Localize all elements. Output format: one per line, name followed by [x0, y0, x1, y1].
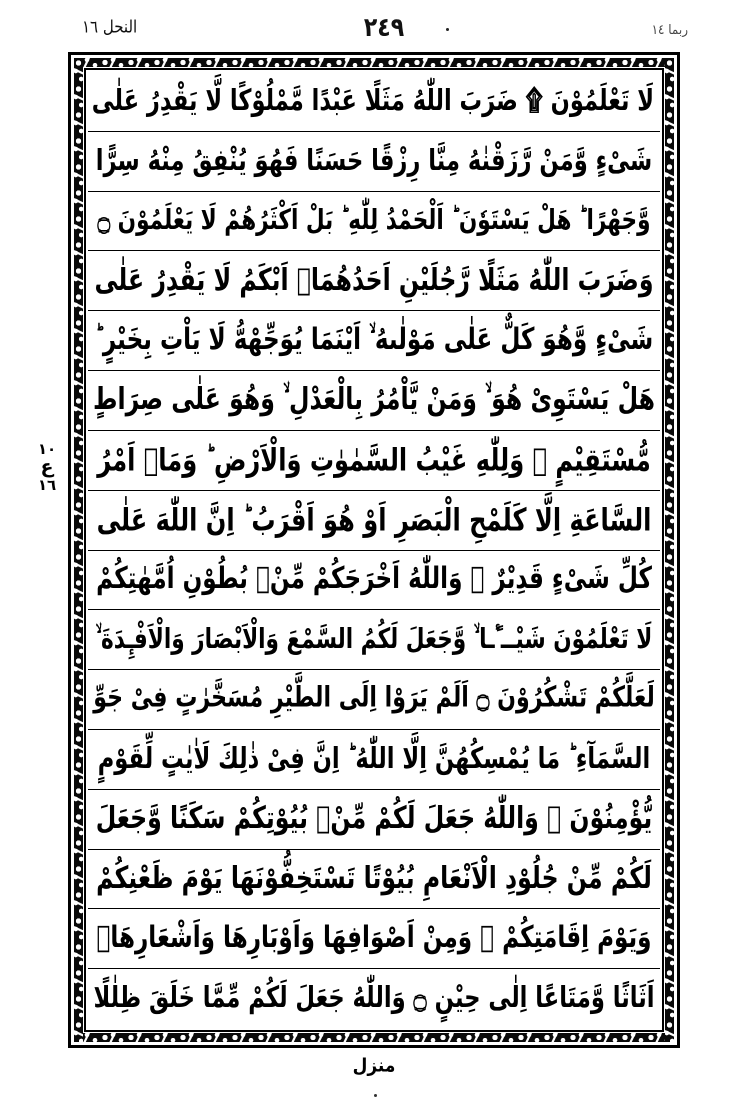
quran-line — [88, 192, 660, 252]
juz-label: ربما ١٤ — [651, 21, 688, 38]
quran-line-text: شَىْءٍ وَّهُوَ كَلٌّ عَلٰى مَوْلٰىهُ ۙ اَيْنَمَا يُوَجِّهْهُّ لَا يَاْتِ بِخَيْرٍ ؕ — [94, 322, 654, 357]
quran-line-text: لَا تَعْلَمُوْنَ شَيْــٴًـا ۙ وَّجَعَلَ لَكُمُ السَّمْعَ وَالْاَبْصَارَ وَالْاَفْـِٕدَةَ ۙ — [95, 622, 653, 656]
quran-line — [88, 909, 660, 969]
quran-line — [88, 431, 660, 491]
quran-line — [88, 551, 660, 611]
quran-line — [88, 132, 660, 192]
surah-label: النحل ١٦ — [82, 16, 138, 38]
footer-speck — [374, 1094, 377, 1097]
page-footer — [0, 1056, 748, 1076]
quran-line — [88, 850, 660, 910]
quran-line-text: السَّاعَةِ اِلَّا كَلَمْحِ الْبَصَرِ اَوْ هُوَ اَقْرَبُ ؕ اِنَّ اللّٰهَ عَلٰى — [96, 501, 652, 538]
manzil-label: منزل — [352, 1055, 396, 1077]
quran-line-text: لَا تَعْلَمُوْنَ ۩ ضَرَبَ اللّٰهُ مَثَلًا عَبْدًا مَّمْلُوْكًا لَّا يَقْدِرُ عَلٰى — [91, 83, 654, 118]
frame-ornament-bottom — [74, 1033, 674, 1042]
ruku-marker-bottom: ١٦ — [37, 475, 57, 494]
frame-inner-rule — [84, 68, 664, 1032]
quran-line-text: السَّمَآءِ ؕ مَا يُمْسِكُهُنَّ اِلَّا اللّٰهُ ؕ اِنَّ فِىْ ذٰلِكَ لَاٰيٰتٍ لِّقَوْمٍ — [97, 741, 651, 776]
ruku-marker-top: ١٠ — [37, 439, 57, 458]
quran-line — [88, 72, 660, 132]
quran-line-text: وَّجَهْرًا ؕ هَلْ يَسْتَوٗنَ ؕ اَلْحَمْدُ لِلّٰهِ ؕ بَلْ اَكْثَرُهُمْ لَا يَعْلَمُوْنَ ۝ — [97, 204, 651, 237]
quran-line-text: وَيَوْمَ اِقَامَتِكُمْ ۙ وَمِنْ اَصْوَافِهَا وَاَوْبَارِهَا وَاَشْعَارِهَاۤ — [96, 920, 652, 955]
quran-line-text: لَكُمْ مِّنْ جُلُوْدِ الْاَنْعَامِ بُيُوْتًا تَسْتَخِفُّوْنَهَا يَوْمَ ظَعْنِكُمْ — [96, 859, 652, 896]
quran-line-text: اَثَاثًا وَّمَتَاعًا اِلٰى حِيْنٍ ۝ وَاللّٰهُ جَعَلَ لَكُمْ مِّمَّا خَلَقَ ظِلٰلًا — [93, 981, 655, 1015]
quran-line-text: كُلِّ شَىْءٍ قَدِيْرٌ ۝ وَاللّٰهُ اَخْرَجَكُمْ مِّنْۢ بُطُوْنِ اُمَّهٰتِكُمْ — [96, 562, 652, 596]
quran-line-text: وَضَرَبَ اللّٰهُ مَثَلًا رَّجُلَيْنِ اَحَدُهُمَاۤ اَبْكَمُ لَا يَقْدِرُ عَلٰى — [94, 261, 654, 298]
quran-line — [88, 790, 660, 850]
quran-text-block — [88, 72, 660, 1028]
quran-line-text: شَىْءٍ وَّمَنْ رَّزَقْنٰهُ مِنَّا رِزْقًا حَسَنًا فَهُوَ يُنْفِقُ مِنْهُ سِرًّا — [95, 143, 653, 178]
frame-ornament-top — [74, 58, 674, 67]
quran-line — [88, 730, 660, 790]
quran-line-text: مُّسْتَقِيْمٍ ۝ وَلِلّٰهِ غَيْبُ السَّمٰوٰتِ وَالْاَرْضِ ؕ وَمَاۤ اَمْرُ — [97, 441, 651, 479]
page-number: ٢٤٩ — [363, 13, 405, 44]
quran-line — [88, 371, 660, 431]
ruku-marker-middle: ع — [40, 455, 54, 478]
frame-ornament-right — [665, 58, 674, 1042]
quran-line-text: لَعَلَّكُمْ تَشْكُرُوْنَ ۝ اَلَمْ يَرَوْا اِلَى الطَّيْرِ مُسَخَّرٰتٍ فِىْ جَوِّ — [93, 682, 655, 715]
quran-line — [88, 670, 660, 730]
quran-line — [88, 251, 660, 311]
quran-line — [88, 969, 660, 1028]
quran-line — [88, 610, 660, 670]
frame-ornament-left — [74, 58, 83, 1042]
quran-line-text: هَلْ يَسْتَوِىْ هُوَ ۙ وَمَنْ يَّاْمُرُ بِالْعَدْلِ ۙ وَهُوَ عَلٰى صِرَاطٍ — [92, 380, 656, 418]
header-speck — [446, 28, 449, 31]
page-header — [72, 13, 696, 48]
quran-line-text: يُّؤْمِنُوْنَ ۝ وَاللّٰهُ جَعَلَ لَكُمْ مِّنْۢ بُيُوْتِكُمْ سَكَنًا وَّجَعَلَ — [95, 799, 653, 837]
ruku-marker — [30, 428, 64, 506]
quran-line — [88, 311, 660, 371]
ornamental-frame — [68, 52, 680, 1048]
quran-line — [88, 491, 660, 551]
